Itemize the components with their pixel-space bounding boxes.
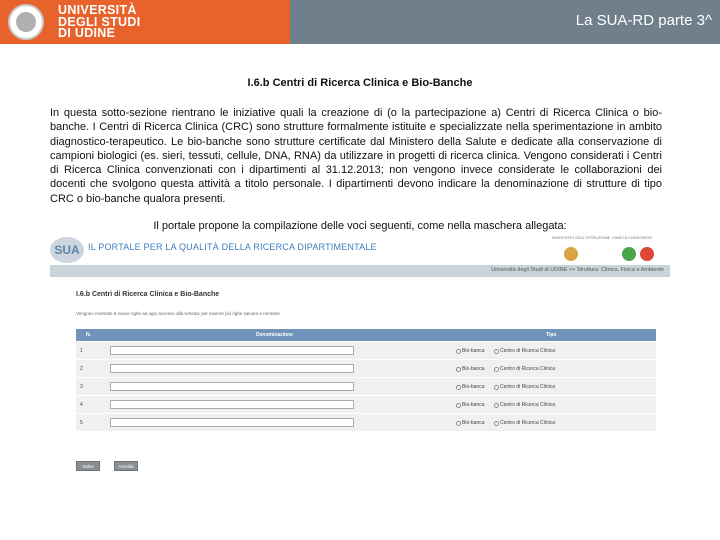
radio-button[interactable]	[456, 403, 461, 408]
cancel-button[interactable]: Annulla	[114, 461, 138, 471]
option-label: Bio-banca	[462, 348, 485, 354]
column-header-number: N.	[86, 332, 91, 338]
radio-button[interactable]	[456, 385, 461, 390]
lead-in-text: Il portale propone la compilazione delle voci seguenti, come nella maschera allegata:	[153, 220, 567, 232]
radio-button[interactable]	[456, 421, 461, 426]
option-label: Centro di Ricerca Clinica	[500, 420, 556, 426]
column-header-name: Denominazione	[256, 332, 293, 338]
university-name-line-3: DI UDINE	[58, 26, 116, 40]
type-option-crc[interactable]	[494, 420, 555, 426]
table-row	[76, 395, 656, 413]
denomination-input[interactable]	[110, 346, 354, 355]
university-logo-block	[0, 0, 290, 44]
form-title: I.6.b Centri di Ricerca Clinica e Bio-Banche	[76, 291, 220, 298]
table-row	[76, 341, 656, 359]
option-label: Centro di Ricerca Clinica	[500, 384, 556, 390]
sua-logo-icon: SUA	[50, 237, 84, 263]
denomination-input[interactable]	[110, 418, 354, 427]
entries-table	[76, 329, 656, 431]
type-option-biobank[interactable]	[456, 402, 485, 408]
type-option-biobank[interactable]	[456, 348, 485, 354]
save-button[interactable]: Salva	[76, 461, 100, 471]
radio-button[interactable]	[494, 421, 499, 426]
type-option-crc[interactable]	[494, 402, 555, 408]
breadcrumb-bar	[50, 265, 670, 277]
slide-title: La SUA-RD parte 3^	[575, 12, 712, 29]
table-header	[76, 329, 656, 341]
column-header-type: Tipo	[546, 332, 557, 338]
university-name-line-2: DEGLI STUDI	[58, 14, 141, 29]
section-title: I.6.b Centri di Ricerca Clinica e Bio-Banche	[247, 77, 473, 89]
radio-button[interactable]	[494, 385, 499, 390]
partner-logos	[552, 235, 662, 259]
slide-header	[0, 0, 720, 44]
partner-logo-icon	[640, 247, 654, 261]
university-seal-icon	[8, 4, 44, 40]
intro-paragraph: In questa sotto-sezione rientrano le iniziative quali la creazione di (o la partecipazione a) Centri di Ricerca Clinica o bio-banche. I Centri di Ricerca Clinica (CRC) sono strutture formalmente istituite e specializzate nella sperimentazione in ambito diagnostico-terapeutico. Le bio-banche sono strutture certificate dal Ministero della Salute e dedicate alla conservazione di campioni biologici (es. sieri, tessuti, cellule, DNA, RNA) da utilizzare in progetti di ricerca clinica. Vengono considerati i Centri di Ricerca Clinica convenzionati con i dipartimenti al 31.12.2013; non vengono invece considerate le collaborazioni dei docenti che svolgono questa attività a titolo personale. I dipartimenti devono indicare la denominazione di strutture di tipo CRC o bio-banche qualora presenti.	[50, 107, 662, 205]
breadcrumb[interactable]: Università degli Studi di UDINE >> Struttura: Clinica, Fisica e Ambiente	[491, 267, 664, 273]
type-option-crc[interactable]	[494, 384, 555, 390]
table-row	[76, 413, 656, 431]
option-label: Bio-banca	[462, 366, 485, 372]
type-option-crc[interactable]	[494, 366, 555, 372]
row-number: 4	[80, 402, 83, 408]
radio-button[interactable]	[494, 403, 499, 408]
radio-button[interactable]	[494, 349, 499, 354]
partner-right-label: CINECA CONSORZIO	[612, 235, 653, 240]
portal-title: IL PORTALE PER LA QUALITÀ DELLA RICERCA DIPARTIMENTALE	[88, 242, 377, 252]
option-label: Centro di Ricerca Clinica	[500, 348, 556, 354]
row-number: 1	[80, 348, 83, 354]
form-note: Vengono mostrate 5 nuove righe ad ogni accesso alla scheda; per inserire più righe salvare e rientrare	[76, 311, 280, 316]
radio-button[interactable]	[456, 367, 461, 372]
type-option-biobank[interactable]	[456, 420, 485, 426]
table-row	[76, 377, 656, 395]
row-number: 2	[80, 366, 83, 372]
partner-logo-icon	[564, 247, 578, 261]
option-label: Bio-banca	[462, 402, 485, 408]
option-label: Bio-banca	[462, 384, 485, 390]
row-number: 3	[80, 384, 83, 390]
option-label: Bio-banca	[462, 420, 485, 426]
option-label: Centro di Ricerca Clinica	[500, 402, 556, 408]
denomination-input[interactable]	[110, 364, 354, 373]
university-name-line-1: UNIVERSITÀ	[58, 3, 137, 17]
type-option-biobank[interactable]	[456, 384, 485, 390]
partner-left-label: MINISTERO DELL'ISTRUZIONE	[552, 235, 611, 240]
partner-logo-icon	[622, 247, 636, 261]
option-label: Centro di Ricerca Clinica	[500, 366, 556, 372]
radio-button[interactable]	[456, 349, 461, 354]
denomination-input[interactable]	[110, 382, 354, 391]
type-option-crc[interactable]	[494, 348, 555, 354]
table-row	[76, 359, 656, 377]
portal-screenshot	[50, 233, 670, 483]
type-option-biobank[interactable]	[456, 366, 485, 372]
row-number: 5	[80, 420, 83, 426]
denomination-input[interactable]	[110, 400, 354, 409]
radio-button[interactable]	[494, 367, 499, 372]
university-name	[58, 5, 140, 40]
